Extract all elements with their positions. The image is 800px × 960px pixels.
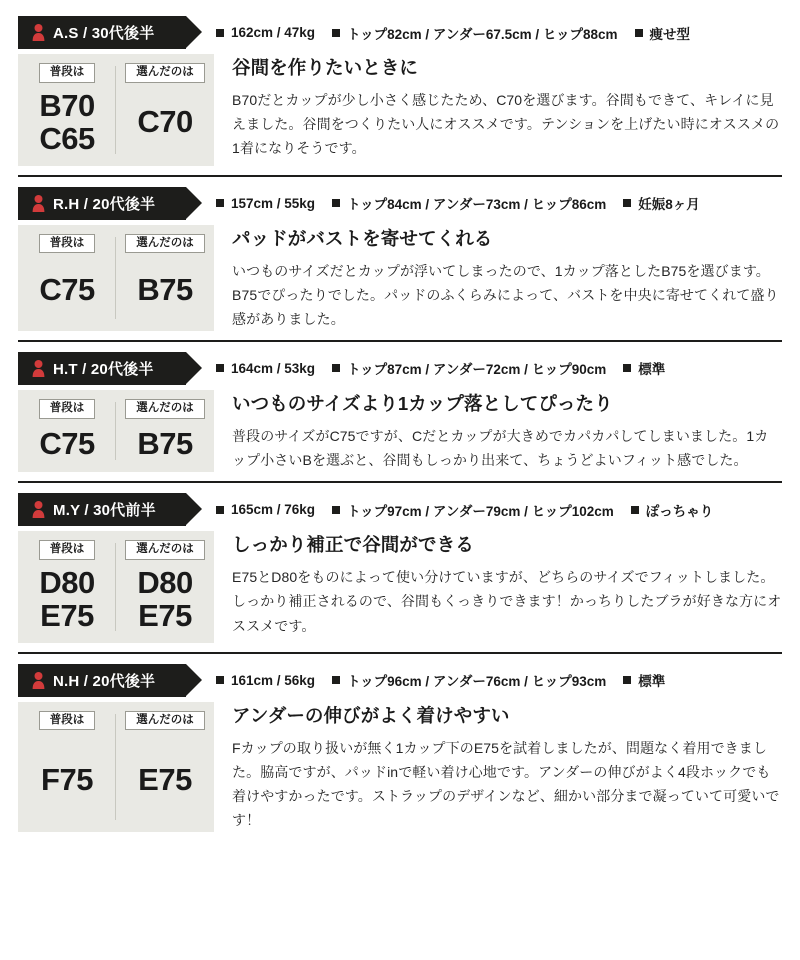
- reviewer-specs: [186, 664, 782, 697]
- reviewer-specs: [186, 187, 782, 220]
- usual-size: [18, 390, 116, 472]
- review-body: [18, 225, 782, 331]
- reviewer-specs: [186, 493, 782, 526]
- spec-text: 痩せ型: [649, 26, 691, 42]
- chosen-size: [116, 225, 214, 331]
- square-bullet-icon: [332, 506, 340, 514]
- review-header: [18, 187, 782, 220]
- person-icon: [32, 195, 45, 212]
- usual-size: [18, 225, 116, 331]
- square-bullet-icon: [623, 676, 631, 684]
- usual-size-values: [39, 259, 94, 321]
- square-bullet-icon: [631, 506, 639, 514]
- spec-text: 164cm / 53kg: [231, 360, 316, 376]
- spec-text: 165cm / 76kg: [231, 502, 316, 518]
- chosen-size-values: [138, 736, 192, 822]
- size-value: C65: [39, 121, 95, 157]
- usual-size-label: 普段は: [39, 63, 96, 83]
- chosen-size: [116, 54, 214, 166]
- size-value: F75: [41, 761, 93, 797]
- square-bullet-icon: [332, 29, 340, 37]
- section-divider: [18, 340, 782, 342]
- size-panel: [18, 531, 214, 643]
- review-text-column: [214, 390, 782, 472]
- chosen-size-values: [137, 566, 192, 633]
- review-text: Fカップの取り扱いが無く1カップ下のE75を試着しましたが、問題なく着用できました。脇高ですが、パッドinで軽い着け心地です。アンダーの伸びがよく4段ホックでも着けやすかったです。ストラップのデザインなど、細かい部分まで凝っていて可愛いです！: [232, 739, 780, 829]
- review-title: しっかり補正で谷間ができる: [232, 534, 474, 556]
- person-icon: [32, 24, 45, 41]
- reviewer-name-tag: [18, 352, 186, 385]
- section-divider: [18, 481, 782, 483]
- reviewer-name-tag: [18, 16, 186, 49]
- spec-item: [216, 361, 315, 376]
- review-text: B70だとカップが少し小さく感じたため、C70を選びます。谷間もできて、キレイに見えました。谷間をつくりたい人にオススメです。テンションを上げたい時にオススメの1着になりそうです。: [232, 92, 780, 157]
- review-text: 普段のサイズがC75ですが、Cだとカップが大きめでカパカパしてしまいました。1カップ小さいBを選ぶと、谷間もしっかり出来て、ちょうどよいフィット感でした。: [232, 428, 769, 469]
- chosen-size-label: 選んだのは: [125, 234, 205, 254]
- spec-item: [635, 23, 691, 43]
- usual-size-values: [39, 566, 94, 633]
- spec-text: 161cm / 56kg: [231, 672, 316, 688]
- usual-size-label: 普段は: [39, 540, 96, 560]
- chosen-size: [116, 531, 214, 643]
- review-text-column: [214, 54, 782, 166]
- review-title: 谷間を作りたいときに: [232, 57, 419, 78]
- size-value: D80: [137, 564, 193, 600]
- spec-item: [332, 670, 606, 690]
- size-value: C70: [137, 104, 193, 140]
- square-bullet-icon: [332, 199, 340, 207]
- spec-text: トップ97cm / アンダー79cm / ヒップ102cm: [347, 503, 614, 519]
- chosen-size-label: 選んだのは: [125, 540, 205, 560]
- size-panel: [18, 390, 214, 472]
- review-text-column: [214, 702, 782, 832]
- review-body: [18, 531, 782, 643]
- square-bullet-icon: [216, 29, 224, 37]
- review-header: [18, 352, 782, 385]
- chosen-size: [116, 702, 214, 832]
- spec-text: トップ82cm / アンダー67.5cm / ヒップ88cm: [347, 26, 618, 42]
- size-value: E75: [138, 598, 192, 634]
- size-value: C75: [39, 425, 95, 461]
- review-header: [18, 493, 782, 526]
- spec-text: ぽっちゃり: [645, 503, 714, 519]
- person-icon: [32, 672, 45, 689]
- chosen-size: [116, 390, 214, 472]
- reviewer-name: H.T / 20代後半: [53, 360, 154, 378]
- reviewer-name-tag: [18, 187, 186, 220]
- size-value: C75: [39, 272, 95, 308]
- size-panel: [18, 702, 214, 832]
- chosen-size-values: [137, 259, 192, 321]
- spec-item: [623, 358, 665, 378]
- usual-size: [18, 54, 116, 166]
- spec-item: [216, 502, 315, 517]
- square-bullet-icon: [216, 199, 224, 207]
- size-value: E75: [40, 598, 94, 634]
- section-divider: [18, 175, 782, 177]
- review-body: [18, 390, 782, 472]
- review-text-column: [214, 225, 782, 331]
- review-text: E75とD80をものによって使い分けていますが、どちらのサイズでフィットしました。しっかり補正されるので、谷間もくっきりできます！かっちりしたブラが好きな方にオススメです。: [232, 569, 782, 634]
- spec-item: [332, 23, 617, 43]
- reviewer-name: M.Y / 30代前半: [53, 502, 156, 520]
- spec-item: [332, 500, 614, 520]
- review-item: [18, 493, 782, 654]
- usual-size: [18, 702, 116, 832]
- review-text-column: [214, 531, 782, 643]
- spec-item: [631, 500, 714, 520]
- reviewer-name: R.H / 20代後半: [53, 195, 156, 213]
- chosen-size-label: 選んだのは: [125, 711, 205, 731]
- size-panel: [18, 54, 214, 166]
- spec-text: 標準: [638, 362, 666, 378]
- chosen-size-label: 選んだのは: [125, 63, 205, 83]
- usual-size-values: [39, 425, 94, 463]
- size-panel: [18, 225, 214, 331]
- size-value: B75: [137, 272, 193, 308]
- chosen-size-values: [137, 425, 192, 463]
- size-value: B70: [39, 87, 95, 123]
- square-bullet-icon: [332, 364, 340, 372]
- size-value: E75: [138, 761, 192, 797]
- spec-item: [216, 673, 315, 688]
- spec-text: トップ84cm / アンダー73cm / ヒップ86cm: [347, 197, 607, 213]
- review-body: [18, 54, 782, 166]
- reviewer-name: A.S / 30代後半: [53, 25, 155, 42]
- reviewer-name: N.H / 20代後半: [53, 672, 156, 690]
- review-item: [18, 16, 782, 177]
- square-bullet-icon: [635, 29, 643, 37]
- size-value: D80: [39, 564, 95, 600]
- spec-text: 標準: [638, 674, 666, 690]
- review-item: [18, 187, 782, 342]
- square-bullet-icon: [216, 676, 224, 684]
- review-title: パッドがバストを寄せてくれる: [232, 227, 493, 249]
- usual-size-values: [41, 736, 93, 822]
- reviewer-name-tag: [18, 493, 186, 526]
- review-title: アンダーの伸びがよく着けやすい: [232, 704, 510, 726]
- person-icon: [32, 360, 45, 377]
- spec-text: トップ87cm / アンダー72cm / ヒップ90cm: [347, 362, 607, 378]
- reviewer-specs: [186, 16, 782, 49]
- spec-text: 妊娠8ヶ月: [638, 197, 700, 213]
- review-title: いつものサイズより1カップ落としてぴったり: [232, 392, 613, 414]
- usual-size-values: [39, 89, 94, 156]
- usual-size: [18, 531, 116, 643]
- square-bullet-icon: [216, 506, 224, 514]
- square-bullet-icon: [332, 676, 340, 684]
- spec-item: [332, 193, 606, 213]
- review-item: [18, 664, 782, 832]
- person-icon: [32, 501, 45, 518]
- section-divider: [18, 652, 782, 654]
- review-item: [18, 352, 782, 483]
- chosen-size-values: [137, 89, 192, 156]
- review-text: いつものサイズだとカップが浮いてしまったので、1カップ落としたB75を選びます。B75でぴったりでした。パッドのふくらみによって、バストを中央に寄せてくれて盛り感がありました。: [232, 262, 779, 327]
- usual-size-label: 普段は: [39, 711, 96, 731]
- size-value: B75: [137, 425, 193, 461]
- square-bullet-icon: [623, 364, 631, 372]
- spec-text: トップ96cm / アンダー76cm / ヒップ93cm: [347, 674, 607, 690]
- reviewer-specs: [186, 352, 782, 385]
- reviewer-name-tag: [18, 664, 186, 697]
- spec-item: [216, 25, 315, 40]
- spec-text: 162cm / 47kg: [231, 25, 316, 40]
- reviews-list: [18, 16, 782, 832]
- spec-item: [332, 358, 606, 378]
- spec-item: [623, 670, 665, 690]
- square-bullet-icon: [623, 199, 631, 207]
- review-header: [18, 664, 782, 697]
- usual-size-label: 普段は: [39, 399, 96, 419]
- square-bullet-icon: [216, 364, 224, 372]
- spec-text: 157cm / 55kg: [231, 195, 316, 211]
- usual-size-label: 普段は: [39, 234, 96, 254]
- review-header: [18, 16, 782, 49]
- chosen-size-label: 選んだのは: [125, 399, 205, 419]
- review-body: [18, 702, 782, 832]
- spec-item: [216, 196, 315, 211]
- spec-item: [623, 193, 700, 213]
